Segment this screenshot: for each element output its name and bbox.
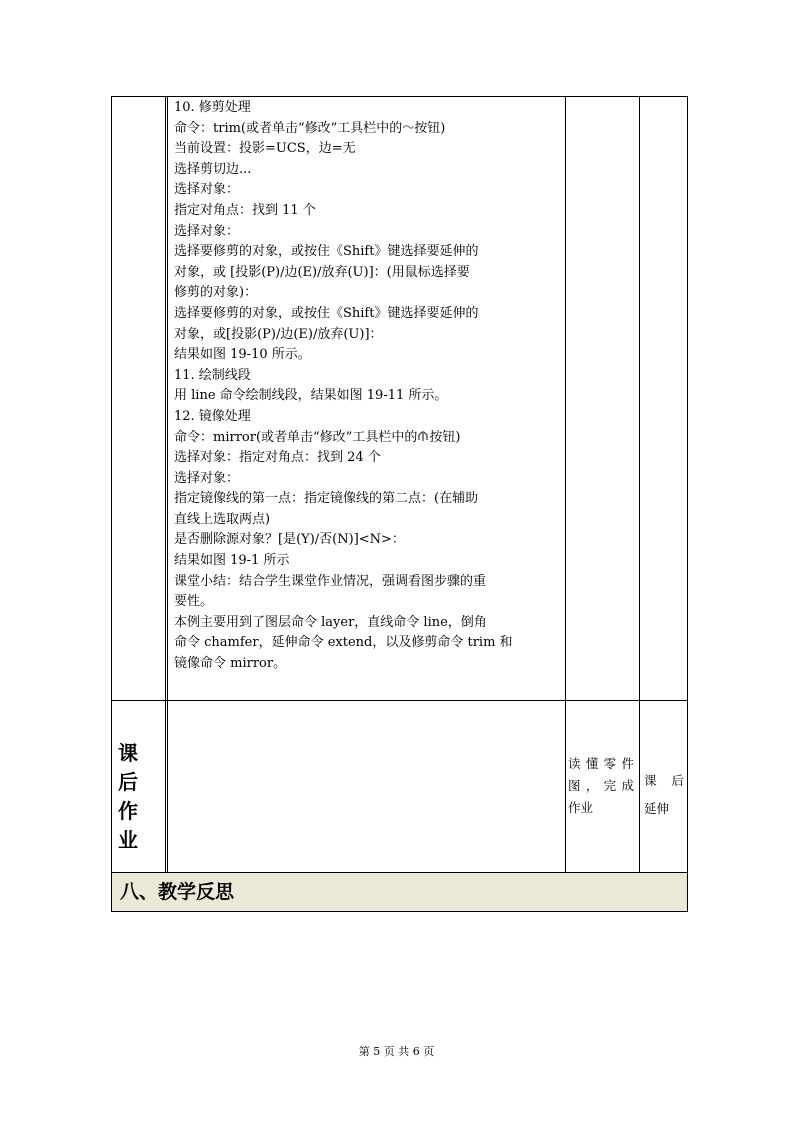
content-line: 选择要修剪的对象，或按住《Shift》键选择要延伸的: [174, 244, 479, 260]
content-line: 当前设置：投影=UCS，边=无: [174, 141, 356, 157]
reflection-row: [112, 873, 687, 911]
steps-row: [112, 97, 687, 701]
content-line: 修剪的对象)：: [174, 285, 258, 301]
steps-extension-cell: [640, 97, 687, 700]
page-footer: 第 5 页 共 6 页: [358, 1045, 435, 1058]
content-line: 指定镜像线的第一点：指定镜像线的第二点：(在辅助: [174, 491, 479, 507]
content-line: 结果如图 19-10 所示。: [174, 347, 311, 363]
content-line: 选择剪切边...: [174, 161, 252, 177]
content-line: 用 line 命令绘制线段，结果如图 19-11 所示。: [174, 388, 448, 404]
content-line: 选择要修剪的对象，或按住《Shift》键选择要延伸的: [174, 305, 479, 321]
homework-note: 读懂零件 图，完成 作业: [568, 756, 634, 815]
content-line: 11. 绘制线段: [174, 367, 251, 383]
homework-extension: 课后 延伸: [644, 773, 684, 816]
content-line: 是否删除源对象？[是(Y)/否(N)]<N>：: [174, 532, 405, 548]
content-line: 对象，或 [投影(P)/边(E)/放弃(U)]：(用鼠标选择要: [174, 264, 470, 280]
content-line: 直线上选取两点): [174, 511, 271, 527]
mirror-tool-icon: [417, 430, 429, 442]
content-line: 选择对象：: [174, 223, 240, 239]
trim-tool-icon: [402, 121, 414, 133]
content-line: 命令 chamfer，延伸命令 extend，以及修剪命令 trim 和: [174, 635, 513, 651]
content-line: 本例主要用到了图层命令 layer，直线命令 line，倒角: [174, 614, 487, 630]
homework-content-cell: [168, 701, 566, 872]
steps-content-cell: [168, 97, 566, 700]
homework-title: 课 后 作 业: [118, 741, 138, 852]
lesson-table: [111, 96, 688, 912]
content-line: 选择对象：指定对角点：找到 24 个: [174, 450, 381, 466]
trim-command-line: 命令：trim(或者单击“修改”工具栏中的 按钮): [174, 120, 446, 136]
content-line: 选择对象：: [174, 182, 240, 198]
content-line: 对象，或[投影(P)/边(E)/放弃(U)]：: [174, 326, 383, 342]
homework-row: [112, 701, 687, 873]
content-line: 选择对象：: [174, 470, 240, 486]
content-line: 10. 修剪处理: [174, 100, 251, 115]
reflection-title: 八、教学反思: [120, 881, 235, 903]
content-line: 课堂小结：结合学生课堂作业情况，强调看图步骤的重: [174, 573, 487, 589]
content-line: 指定对角点：找到 11 个: [174, 202, 316, 218]
content-line: 要性。: [174, 594, 214, 610]
steps-label-cell: [112, 97, 168, 700]
content-line: 镜像命令 mirror。: [174, 656, 287, 672]
content-line: 结果如图 19-1 所示: [174, 553, 290, 569]
mirror-command-line: 命令：mirror(或者单击“修改”工具栏中的 按钮): [174, 429, 461, 445]
content-line: 12. 镜像处理: [174, 408, 251, 424]
steps-note-cell: [566, 97, 640, 700]
